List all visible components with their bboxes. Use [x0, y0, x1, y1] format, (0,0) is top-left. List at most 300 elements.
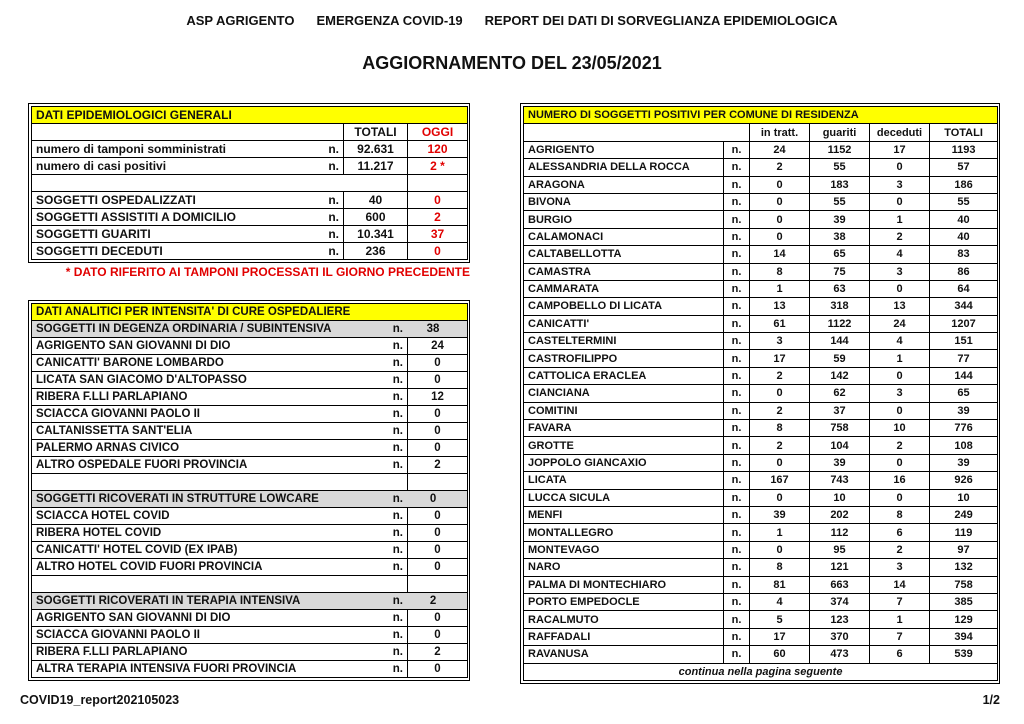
n-marker: n.	[392, 425, 403, 437]
report-title-org: ASP AGRIGENTO	[186, 13, 295, 28]
guariti-value: 318	[810, 298, 870, 315]
comune-name: CALTABELLOTTA	[524, 246, 724, 263]
comune-name: CAMPOBELLO DI LICATA	[524, 298, 724, 315]
oggi-value: 37	[408, 226, 468, 243]
in-tratt-value: 167	[750, 472, 810, 489]
comuni-table-title: NUMERO DI SOGGETTI POSITIVI PER COMUNE DI RESIDENZA	[524, 107, 998, 124]
table-row	[32, 389, 468, 406]
totali-value: 249	[930, 506, 998, 523]
table-row	[524, 159, 998, 176]
table-row	[32, 559, 468, 576]
table-row	[32, 226, 468, 243]
table-row	[524, 437, 998, 454]
n-marker: n.	[724, 246, 750, 263]
deceduti-value: 2	[870, 541, 930, 558]
n-marker: n.	[392, 629, 403, 641]
in-tratt-value: 61	[750, 315, 810, 332]
totali-value: 539	[930, 646, 998, 663]
in-tratt-value: 39	[750, 506, 810, 523]
n-marker: n.	[328, 227, 339, 241]
column-header-row	[32, 124, 468, 141]
row-label-cell	[32, 372, 408, 389]
in-tratt-value: 1	[750, 524, 810, 541]
table-row	[524, 263, 998, 280]
deceduti-value: 0	[870, 367, 930, 384]
deceduti-value: 1	[870, 611, 930, 628]
comune-name: RAFFADALI	[524, 628, 724, 645]
n-marker: n.	[724, 385, 750, 402]
table-row	[32, 542, 468, 559]
empty-cell	[408, 576, 468, 593]
table-row	[524, 141, 998, 158]
n-marker: n.	[392, 595, 404, 607]
table-row	[524, 298, 998, 315]
row-value: 0	[408, 423, 468, 440]
guariti-value: 104	[810, 437, 870, 454]
comune-name: MONTEVAGO	[524, 541, 724, 558]
guariti-value: 142	[810, 367, 870, 384]
hospital-care-table	[28, 300, 470, 681]
n-marker: n.	[392, 663, 403, 675]
row-label: CANICATTI' BARONE LOMBARDO	[36, 357, 224, 369]
guariti-value: 95	[810, 541, 870, 558]
table-row	[524, 506, 998, 523]
n-marker: n.	[724, 576, 750, 593]
table-row	[32, 192, 468, 209]
in-tratt-value: 17	[750, 628, 810, 645]
comune-name: ALESSANDRIA DELLA ROCCA	[524, 159, 724, 176]
deceduti-value: 16	[870, 472, 930, 489]
row-label: AGRIGENTO SAN GIOVANNI DI DIO	[36, 612, 231, 624]
totali-value: 40	[930, 211, 998, 228]
n-marker: n.	[724, 367, 750, 384]
in-tratt-value: 0	[750, 211, 810, 228]
deceduti-value: 0	[870, 159, 930, 176]
n-marker: n.	[392, 340, 403, 352]
deceduti-value: 0	[870, 402, 930, 419]
row-label: numero di tamponi somministrati	[36, 142, 227, 156]
in-tratt-value: 8	[750, 263, 810, 280]
section-value: 38	[426, 323, 440, 335]
deceduti-value: 17	[870, 141, 930, 158]
row-label-cell	[32, 338, 408, 355]
table-row	[32, 474, 468, 491]
n-marker: n.	[724, 159, 750, 176]
in-tratt-value: 2	[750, 367, 810, 384]
table-row	[524, 524, 998, 541]
continuation-note: continua nella pagina seguente	[524, 663, 998, 680]
deceduti-value: 13	[870, 298, 930, 315]
row-label: numero di casi positivi	[36, 159, 167, 173]
table-row	[524, 576, 998, 593]
table-title-row	[32, 107, 468, 124]
table-row	[524, 489, 998, 506]
table-row	[524, 541, 998, 558]
comune-name: LUCCA SICULA	[524, 489, 724, 506]
comune-name: MONTALLEGRO	[524, 524, 724, 541]
guariti-value: 144	[810, 333, 870, 350]
totali-value: 83	[930, 246, 998, 263]
deceduti-value: 0	[870, 193, 930, 210]
table-row	[32, 610, 468, 627]
deceduti-value: 0	[870, 454, 930, 471]
n-marker: n.	[392, 391, 403, 403]
guariti-value: 75	[810, 263, 870, 280]
deceduti-value: 14	[870, 576, 930, 593]
deceduti-value: 6	[870, 524, 930, 541]
comune-name: ARAGONA	[524, 176, 724, 193]
n-marker: n.	[392, 527, 403, 539]
section-value: 0	[429, 493, 437, 505]
table-row	[524, 315, 998, 332]
table-title-row	[32, 304, 468, 321]
table-row	[32, 372, 468, 389]
column-header-row	[524, 124, 998, 141]
totali-value: 77	[930, 350, 998, 367]
row-label-cell	[32, 542, 408, 559]
n-marker: n.	[724, 541, 750, 558]
in-tratt-value: 0	[750, 385, 810, 402]
in-tratt-value: 1	[750, 280, 810, 297]
row-value: 0	[408, 559, 468, 576]
comune-name: RACALMUTO	[524, 611, 724, 628]
n-marker: n.	[724, 420, 750, 437]
table-row	[524, 333, 998, 350]
totali-value: 39	[930, 454, 998, 471]
row-label-cell	[32, 226, 344, 243]
table-row	[524, 646, 998, 663]
totali-value: 758	[930, 576, 998, 593]
deceduti-value: 1	[870, 350, 930, 367]
row-label: SOGGETTI GUARITI	[36, 227, 151, 241]
table-row	[32, 338, 468, 355]
guariti-value: 62	[810, 385, 870, 402]
empty-cell	[32, 175, 408, 192]
totali-value: 97	[930, 541, 998, 558]
table-row	[32, 158, 468, 175]
row-value: 0	[408, 525, 468, 542]
row-label: RIBERA F.LLI PARLAPIANO	[36, 646, 188, 658]
section-header-cell	[32, 491, 468, 508]
comuni-positives-table	[520, 103, 1000, 684]
n-marker: n.	[724, 280, 750, 297]
comune-name: PALMA DI MONTECHIARO	[524, 576, 724, 593]
totali-value: 40	[344, 192, 408, 209]
n-marker: n.	[392, 323, 404, 335]
general-table-title: DATI EPIDEMIOLOGICI GENERALI	[32, 107, 468, 124]
deceduti-value: 1	[870, 211, 930, 228]
guariti-value: 121	[810, 559, 870, 576]
row-label-cell	[32, 389, 408, 406]
table-row	[32, 593, 468, 610]
guariti-value: 10	[810, 489, 870, 506]
empty-cell	[408, 474, 468, 491]
table-row	[32, 355, 468, 372]
deceduti-value: 6	[870, 646, 930, 663]
totali-value: 10.341	[344, 226, 408, 243]
comune-name: COMITINI	[524, 402, 724, 419]
report-title-subject: REPORT DEI DATI DI SORVEGLIANZA EPIDEMIOLOGICA	[484, 13, 838, 28]
n-marker: n.	[724, 193, 750, 210]
row-label-cell	[32, 644, 408, 661]
n-marker: n.	[328, 142, 339, 156]
comune-name: BIVONA	[524, 193, 724, 210]
row-label: ALTRO HOTEL COVID FUORI PROVINCIA	[36, 561, 263, 573]
row-label-cell	[32, 559, 408, 576]
table-row	[524, 228, 998, 245]
deceduti-value: 3	[870, 176, 930, 193]
guariti-value: 59	[810, 350, 870, 367]
row-value: 0	[408, 372, 468, 389]
n-marker: n.	[724, 489, 750, 506]
row-value: 24	[408, 338, 468, 355]
guariti-value: 370	[810, 628, 870, 645]
empty-cell	[32, 474, 408, 491]
n-marker: n.	[724, 211, 750, 228]
table-row	[32, 141, 468, 158]
n-marker: n.	[724, 350, 750, 367]
oggi-value: 0	[408, 243, 468, 260]
row-label-cell	[32, 423, 408, 440]
table-row	[524, 628, 998, 645]
n-marker: n.	[724, 315, 750, 332]
table-row	[524, 454, 998, 471]
comune-name: FAVARA	[524, 420, 724, 437]
row-label: CANICATTI' HOTEL COVID (EX IPAB)	[36, 544, 238, 556]
row-label-cell	[32, 508, 408, 525]
n-marker: n.	[392, 374, 403, 386]
guariti-value: 663	[810, 576, 870, 593]
comune-name: CASTELTERMINI	[524, 333, 724, 350]
totali-value: 39	[930, 402, 998, 419]
table-row	[524, 472, 998, 489]
totali-value: 926	[930, 472, 998, 489]
table-row	[524, 593, 998, 610]
table-row	[32, 627, 468, 644]
deceduti-value: 7	[870, 593, 930, 610]
table-row	[32, 406, 468, 423]
deceduti-value: 3	[870, 263, 930, 280]
n-marker: n.	[724, 611, 750, 628]
n-marker: n.	[392, 357, 403, 369]
n-marker: n.	[724, 506, 750, 523]
in-tratt-value: 8	[750, 420, 810, 437]
table-row	[32, 423, 468, 440]
row-value: 2	[408, 644, 468, 661]
row-label-cell	[32, 610, 408, 627]
row-label: SCIACCA GIOVANNI PAOLO II	[36, 408, 200, 420]
n-marker: n.	[328, 210, 339, 224]
table-row	[524, 420, 998, 437]
in-tratt-value: 60	[750, 646, 810, 663]
totali-value: 151	[930, 333, 998, 350]
row-label: AGRIGENTO SAN GIOVANNI DI DIO	[36, 340, 231, 352]
guariti-value: 112	[810, 524, 870, 541]
comune-name: MENFI	[524, 506, 724, 523]
row-label: LICATA SAN GIACOMO D'ALTOPASSO	[36, 374, 247, 386]
n-marker: n.	[724, 141, 750, 158]
guariti-column-header: guariti	[810, 124, 870, 141]
table-row	[524, 193, 998, 210]
in-tratt-value: 0	[750, 541, 810, 558]
n-marker: n.	[328, 193, 339, 207]
row-value: 0	[408, 355, 468, 372]
table-row	[524, 280, 998, 297]
table-row	[32, 491, 468, 508]
section-header-cell	[32, 593, 468, 610]
row-value: 0	[408, 440, 468, 457]
table-row	[524, 211, 998, 228]
table-row	[32, 175, 468, 192]
deceduti-value: 10	[870, 420, 930, 437]
table-row	[32, 508, 468, 525]
comune-name: LICATA	[524, 472, 724, 489]
table-row	[32, 644, 468, 661]
table-row	[524, 559, 998, 576]
n-marker: n.	[392, 493, 404, 505]
deceduti-column-header: deceduti	[870, 124, 930, 141]
oggi-value: 2	[408, 209, 468, 226]
guariti-value: 202	[810, 506, 870, 523]
n-marker: n.	[724, 628, 750, 645]
document-filename: COVID19_report202105023	[20, 693, 180, 707]
totali-value: 119	[930, 524, 998, 541]
n-marker: n.	[724, 559, 750, 576]
comune-name: CASTROFILIPPO	[524, 350, 724, 367]
n-marker: n.	[392, 544, 403, 556]
row-label: ALTRO OSPEDALE FUORI PROVINCIA	[36, 459, 248, 471]
totali-value: 57	[930, 159, 998, 176]
n-marker: n.	[392, 459, 403, 471]
comune-name: CIANCIANA	[524, 385, 724, 402]
empty-cell	[32, 576, 408, 593]
deceduti-value: 4	[870, 333, 930, 350]
comune-name: CAMMARATA	[524, 280, 724, 297]
row-label: RIBERA HOTEL COVID	[36, 527, 162, 539]
n-marker: n.	[724, 437, 750, 454]
row-label: ALTRA TERAPIA INTENSIVA FUORI PROVINCIA	[36, 663, 297, 675]
row-label: RIBERA F.LLI PARLAPIANO	[36, 391, 188, 403]
totali-value: 236	[344, 243, 408, 260]
totali-value: 64	[930, 280, 998, 297]
oggi-column-header: OGGI	[408, 124, 468, 141]
totali-value: 394	[930, 628, 998, 645]
row-label-cell	[32, 627, 408, 644]
in-tratt-value: 0	[750, 228, 810, 245]
row-label-cell	[32, 457, 408, 474]
in-tratt-column-header: in tratt.	[750, 124, 810, 141]
row-label: CALTANISSETTA SANT'ELIA	[36, 425, 193, 437]
totali-value: 129	[930, 611, 998, 628]
section-value: 2	[429, 595, 437, 607]
oggi-value: 0	[408, 192, 468, 209]
row-label: SOGGETTI DECEDUTI	[36, 244, 163, 258]
header-empty-cell	[32, 124, 344, 141]
table-row	[524, 402, 998, 419]
totali-value: 344	[930, 298, 998, 315]
oggi-value: 120	[408, 141, 468, 158]
in-tratt-value: 0	[750, 176, 810, 193]
section-label: SOGGETTI RICOVERATI IN STRUTTURE LOWCARE	[36, 493, 319, 505]
totali-value: 10	[930, 489, 998, 506]
guariti-value: 183	[810, 176, 870, 193]
table-row	[524, 367, 998, 384]
table-row	[32, 661, 468, 678]
in-tratt-value: 81	[750, 576, 810, 593]
guariti-value: 38	[810, 228, 870, 245]
row-label-cell	[32, 192, 344, 209]
page-number: 1/2	[982, 693, 1000, 707]
totali-value: 1193	[930, 141, 998, 158]
in-tratt-value: 3	[750, 333, 810, 350]
table-row	[32, 440, 468, 457]
in-tratt-value: 5	[750, 611, 810, 628]
report-title	[0, 13, 1024, 28]
n-marker: n.	[724, 454, 750, 471]
totali-column-header: TOTALI	[344, 124, 408, 141]
comune-name: CALAMONACI	[524, 228, 724, 245]
n-marker: n.	[392, 561, 403, 573]
totali-value: 11.217	[344, 158, 408, 175]
n-marker: n.	[328, 159, 339, 173]
deceduti-value: 8	[870, 506, 930, 523]
row-label-cell	[32, 440, 408, 457]
table-row	[32, 576, 468, 593]
totali-value: 186	[930, 176, 998, 193]
row-label-cell	[32, 406, 408, 423]
in-tratt-value: 2	[750, 159, 810, 176]
guariti-value: 1122	[810, 315, 870, 332]
table-row	[32, 243, 468, 260]
row-value: 2	[408, 457, 468, 474]
comune-name: PORTO EMPEDOCLE	[524, 593, 724, 610]
row-label-cell	[32, 158, 344, 175]
totali-column-header: TOTALI	[930, 124, 998, 141]
row-label: SOGGETTI ASSISTITI A DOMICILIO	[36, 210, 237, 224]
comune-name: RAVANUSA	[524, 646, 724, 663]
in-tratt-value: 2	[750, 437, 810, 454]
report-title-emergency: EMERGENZA COVID-19	[316, 13, 463, 28]
guariti-value: 758	[810, 420, 870, 437]
n-marker: n.	[724, 472, 750, 489]
comune-name: CANICATTI'	[524, 315, 724, 332]
row-value: 0	[408, 627, 468, 644]
deceduti-value: 2	[870, 437, 930, 454]
n-marker: n.	[724, 646, 750, 663]
guariti-value: 63	[810, 280, 870, 297]
row-value: 0	[408, 508, 468, 525]
row-label-cell	[32, 355, 408, 372]
totali-value: 1207	[930, 315, 998, 332]
totali-value: 108	[930, 437, 998, 454]
in-tratt-value: 2	[750, 402, 810, 419]
totali-value: 385	[930, 593, 998, 610]
row-value: 12	[408, 389, 468, 406]
header-empty-cell	[524, 124, 750, 141]
guariti-value: 743	[810, 472, 870, 489]
comune-name: CATTOLICA ERACLEA	[524, 367, 724, 384]
n-marker: n.	[724, 524, 750, 541]
table-row	[524, 611, 998, 628]
row-value: 0	[408, 406, 468, 423]
totali-value: 600	[344, 209, 408, 226]
row-label: SOGGETTI OSPEDALIZZATI	[36, 193, 196, 207]
guariti-value: 374	[810, 593, 870, 610]
deceduti-value: 3	[870, 559, 930, 576]
guariti-value: 37	[810, 402, 870, 419]
table-row	[524, 350, 998, 367]
row-label-cell	[32, 141, 344, 158]
